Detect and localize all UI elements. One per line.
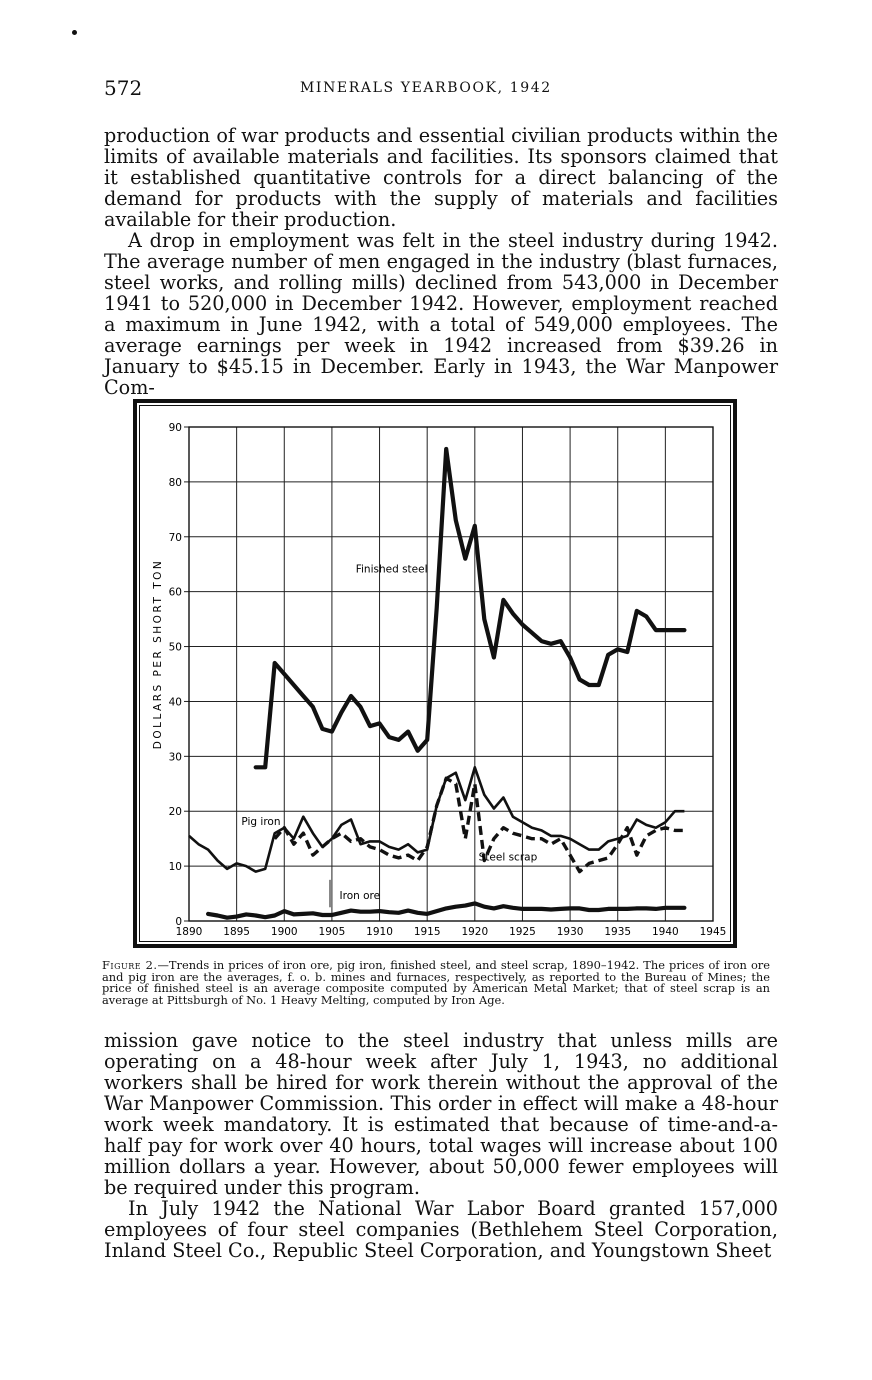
figure-frame — [133, 399, 737, 948]
y-tick-label: 80 — [168, 476, 182, 489]
body-text-bottom — [104, 1030, 778, 1261]
caption-text: —Trends in prices of iron ore, pig iron, finished steel, and steel scrap, 1890–1942. The prices of iron ore and pig iron are the averages, f. o. b. mines and furnaces, respectively, as reported to the Bureau of Mines; the price of finished steel is an average composite computed by American Metal Market; that of steel scrap is an average at Pittsburgh of No. 1 Heavy Melting, computed by Iron Age. — [102, 958, 770, 1007]
y-tick-label: 50 — [168, 641, 182, 654]
y-axis-label: DOLLARS PER SHORT TON — [152, 558, 164, 750]
x-tick-label: 1940 — [651, 926, 679, 938]
plot-frame — [189, 427, 713, 921]
y-tick-label: 30 — [168, 751, 182, 764]
x-tick-label: 1890 — [175, 926, 203, 938]
page-number: 572 — [104, 76, 143, 100]
series-label-finished-steel: Finished steel — [355, 563, 428, 576]
page-header — [104, 76, 776, 106]
x-tick-label: 1895 — [223, 926, 251, 938]
x-tick-label: 1925 — [509, 926, 536, 938]
x-tick-label: 1915 — [413, 926, 441, 938]
x-tick-label: 1935 — [604, 926, 632, 938]
x-tick-label: 1905 — [318, 926, 346, 938]
x-tick-label: 1900 — [270, 926, 298, 938]
y-tick-label: 70 — [168, 531, 182, 544]
y-tick-label: 10 — [168, 861, 182, 874]
running-title: MINERALS YEARBOOK, 1942 — [300, 80, 552, 96]
series-label-steel-scrap: Steel scrap — [478, 851, 538, 864]
x-tick-label: 1945 — [699, 926, 727, 938]
y-tick-label: 90 — [168, 422, 182, 434]
ink-speck — [72, 30, 77, 35]
paragraph: production of war products and essential civilian products within the limits of available materials and facilities. Its sponsors claimed that it established quantitative controls for a direct balancing of the demand for products with the supply of materials and facilities available for their production. — [104, 124, 778, 231]
paragraph: A drop in employment was felt in the steel industry during 1942. The average number of men engaged in the industry (blast furnaces, steel works, and rolling mills) declined from 543,000 in December 1941 to 520,000 in December 1942. However, employment reached a maximum in June 1942, with a total of 549,000 employees. The average earnings per week in 1942 increased from $39.26 in January to $45.15 in December. Early in 1943, the War Manpower Com- — [104, 229, 778, 399]
series-label-iron-ore: Iron ore — [339, 890, 381, 903]
x-tick-label: 1930 — [556, 926, 584, 938]
y-tick-label: 0 — [175, 916, 182, 928]
body-text-top — [104, 125, 778, 398]
paragraph: In July 1942 the National War Labor Board granted 157,000 employees of four steel companies (Bethlehem Steel Corporation, Inland Steel Co., Republic Steel Corporation, and Youngstown Sheet — [104, 1197, 778, 1262]
series-line-finished-steel — [256, 449, 685, 767]
x-tick-label: 1920 — [461, 926, 489, 938]
y-tick-label: 20 — [168, 806, 182, 819]
price-trend-chart — [137, 403, 733, 944]
series-line-iron-ore — [208, 903, 684, 917]
paragraph: mission gave notice to the steel industry that unless mills are operating on a 48-hour week after July 1, 1943, no additional workers shall be hired for work therein without the approval of the War Manpower Commission. This order in effect will make a 48-hour work week mandatory. It is estimated that because of time-and-a-half pay for work over 40 hours, total wages will increase about 100 million dollars a year. However, about 50,000 fewer employees will be required under this program. — [104, 1029, 778, 1199]
y-tick-label: 40 — [168, 696, 182, 709]
series-label-pig-iron: Pig iron — [241, 815, 281, 828]
figure-label: Figure 2. — [102, 958, 158, 972]
y-tick-label: 60 — [168, 586, 182, 599]
figure-caption — [102, 960, 770, 1006]
x-tick-label: 1910 — [366, 926, 393, 938]
